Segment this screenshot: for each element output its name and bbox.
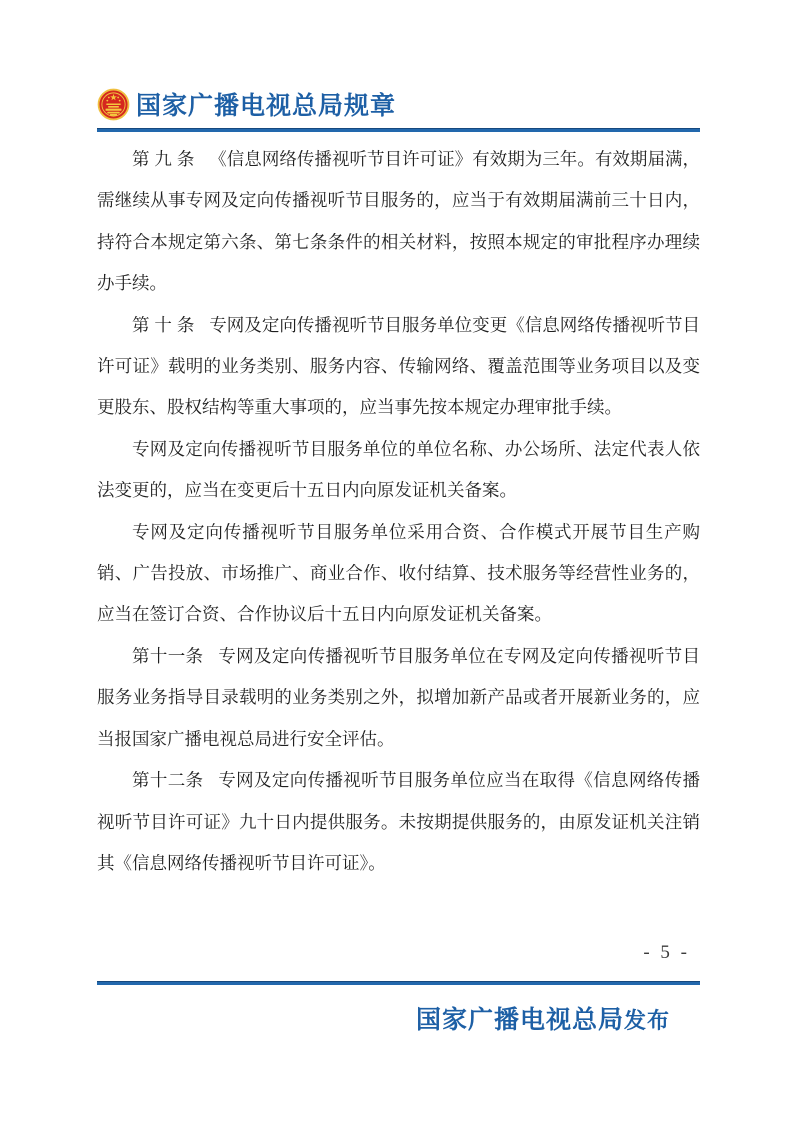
body-paragraph: 第 九 条 《信息网络传播视听节目许可证》有效期为三年。有效期届满，需继续从事专网及定向传播视听节目服务的，应当于有效期届满前三十日内，持符合本规定第六条、第七条条件的相关材料，按照本规定的审批程序办理续办手续。: [97, 149, 700, 294]
article-number: 第十二条: [132, 770, 204, 791]
header-divider: [97, 128, 700, 132]
body-paragraph: 第十一条 专网及定向传播视听节目服务单位在专网及定向传播视听节目服务业务指导目录载明的业务类别之外，拟增加新产品或者开展新业务的，应当报国家广播电视总局进行安全评估。: [97, 645, 701, 749]
page-title: 国家广播电视总局规章: [136, 92, 397, 120]
document-body: [97, 139, 700, 884]
article-number: 第 九 条: [132, 149, 195, 169]
body-paragraph: 专网及定向传播视听节目服务单位的单位名称、办公场所、法定代表人依法变更的，应当在变更后十五日内向原发证机关备案。: [97, 438, 700, 501]
body-paragraph: 第十二条 专网及定向传播视听节目服务单位应当在取得《信息网络传播视听节目许可证》九十日内提供服务。未按期提供服务的，由原发证机关注销其《信息网络传播视听节目许可证》。: [97, 770, 701, 873]
footer-divider: [97, 981, 700, 985]
article-number: 第 十 条: [132, 314, 195, 335]
publisher-signature: [97, 1000, 670, 1036]
publisher-suffix: 发布: [623, 1008, 670, 1033]
page-header: [97, 85, 700, 123]
body-paragraph: 第 十 条 专网及定向传播视听节目服务单位变更《信息网络传播视听节目许可证》载明的业务类别、服务内容、传输网络、覆盖范围等业务项目以及变更股东、股权结构等重大事项的，应当事先按本规定办理审批手续。: [97, 314, 700, 418]
page-number: - 5 -: [643, 942, 690, 963]
national-emblem-icon: [97, 88, 130, 121]
publisher-name: 国家广播电视总局: [415, 1006, 624, 1034]
article-number: 第十一条: [132, 645, 204, 666]
body-paragraph: 专网及定向传播视听节目服务单位采用合资、合作模式开展节目生产购销、广告投放、市场推广、商业合作、收付结算、技术服务等经营性业务的，应当在签订合资、合作协议后十五日内向原发证机关备案。: [97, 521, 700, 625]
